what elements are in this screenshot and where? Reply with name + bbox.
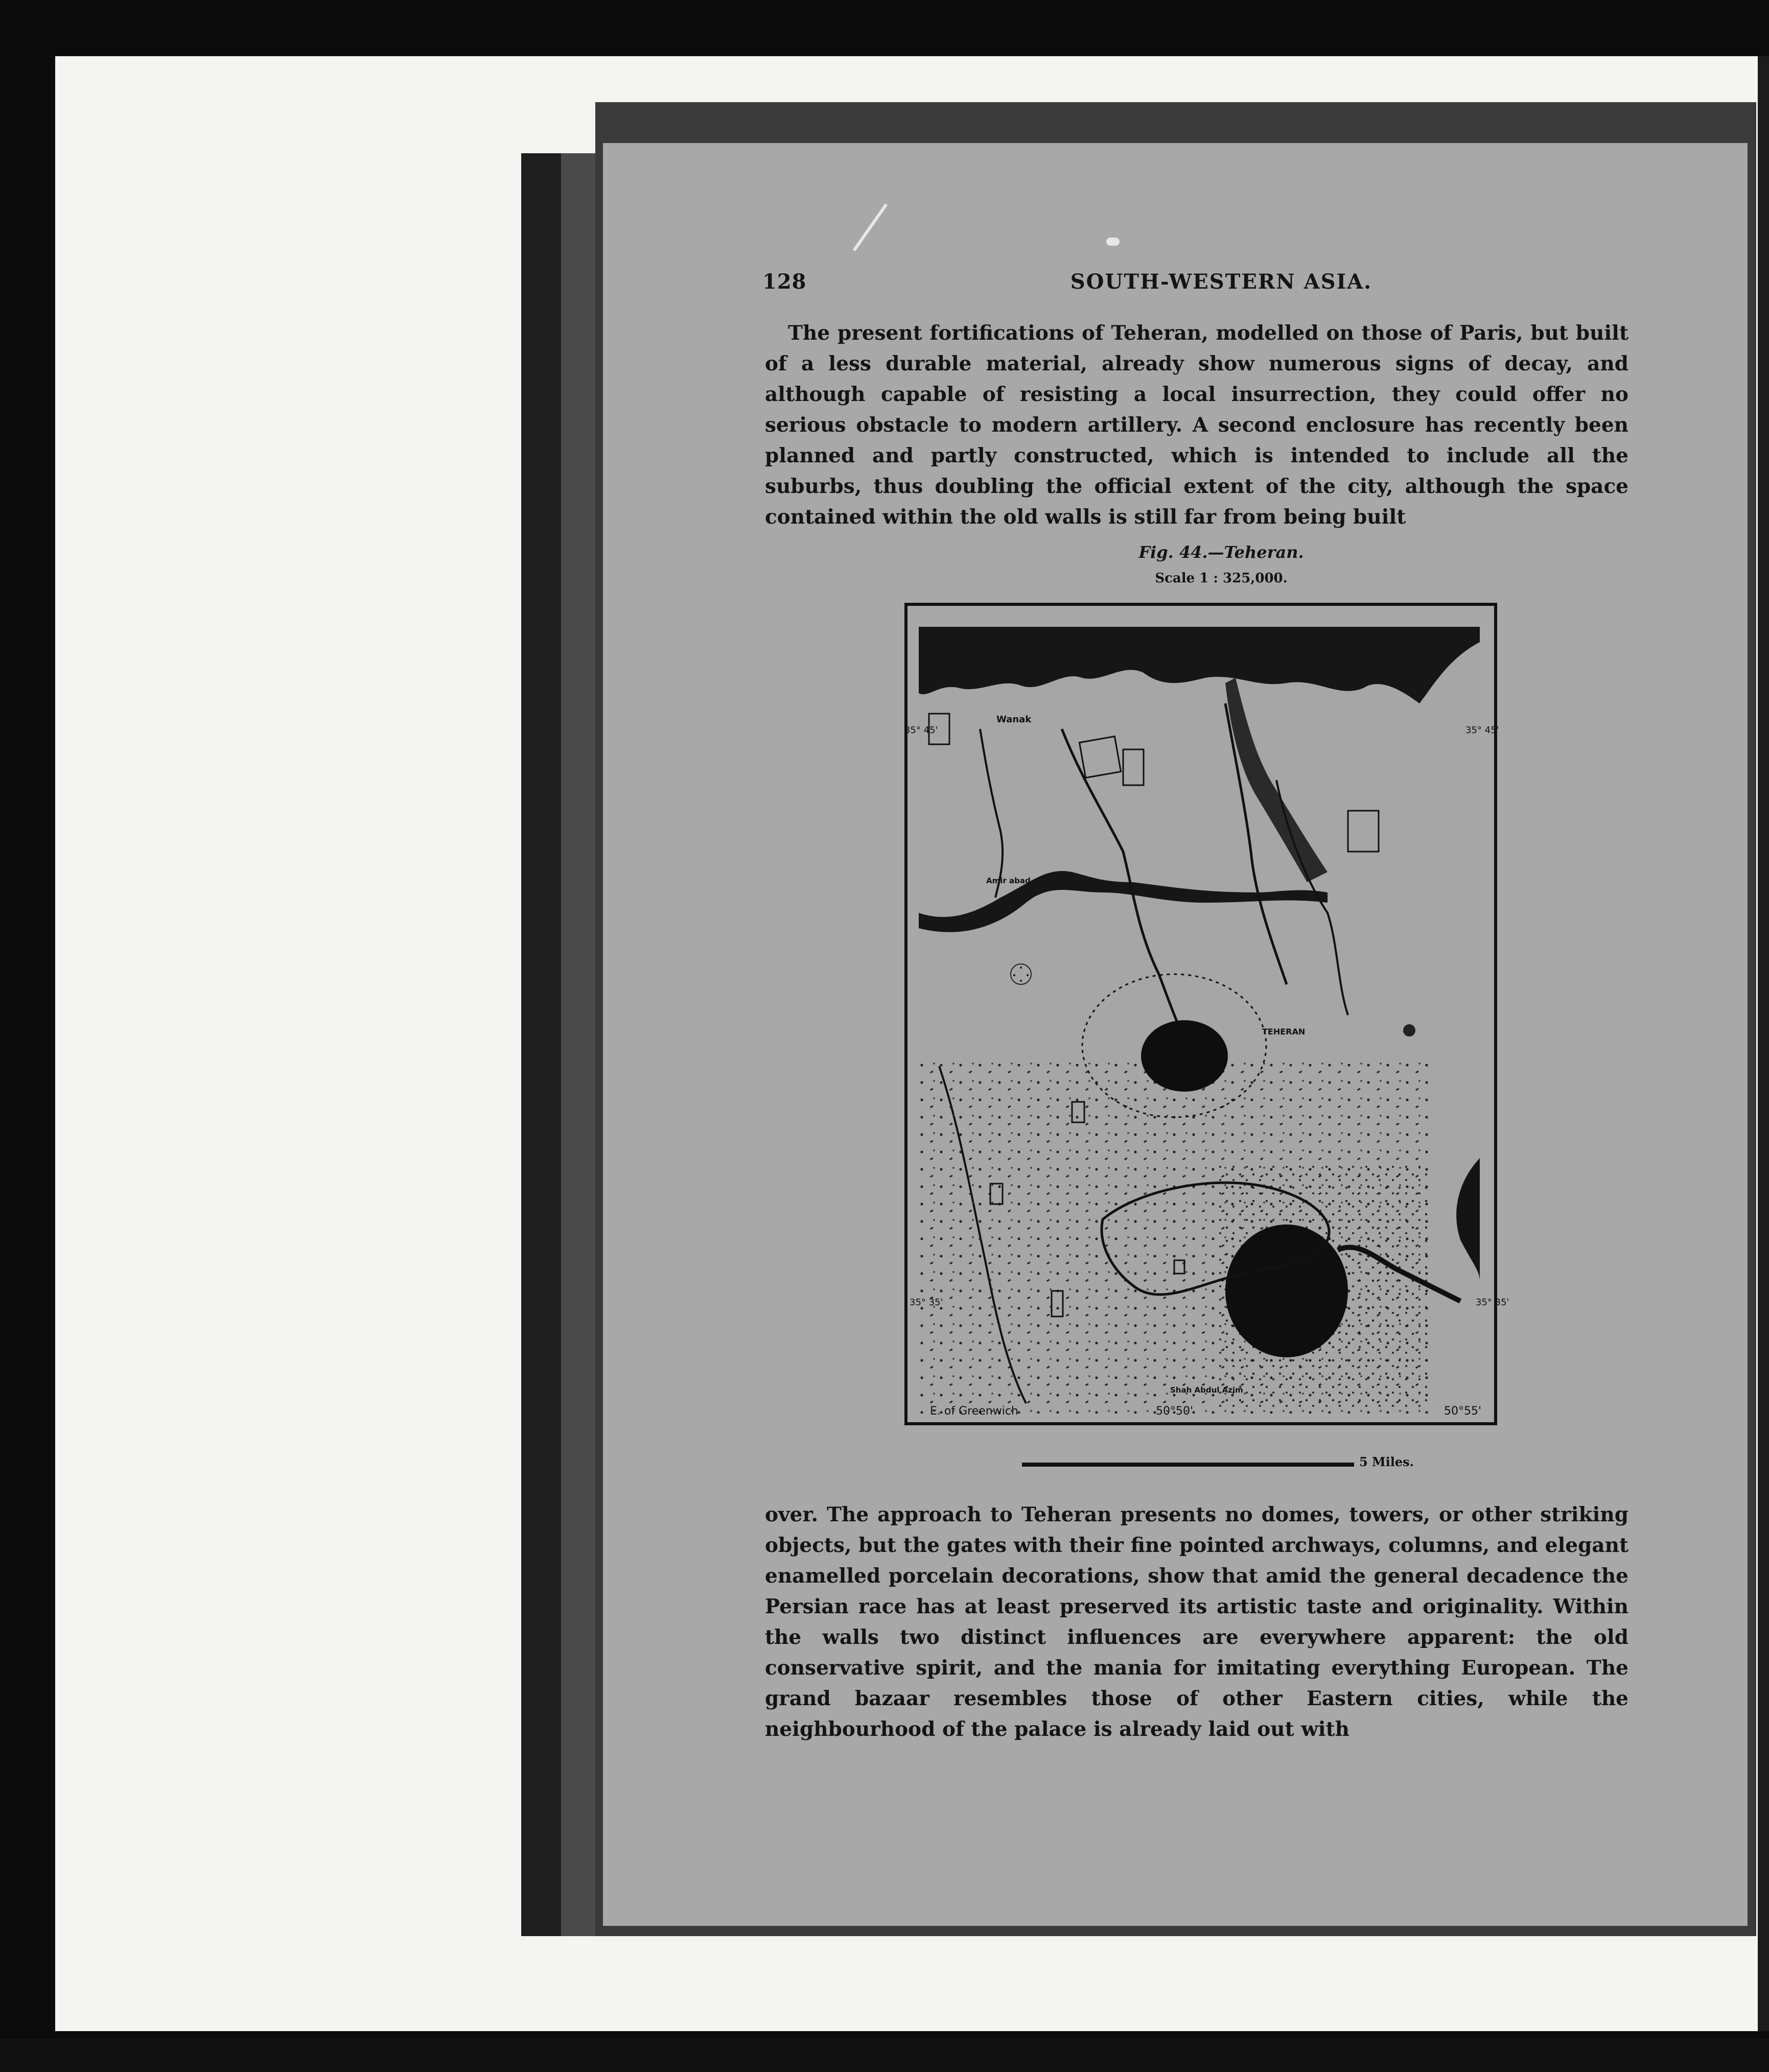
film-edge-right bbox=[1758, 56, 1769, 2031]
map-scale-label: 5 Miles. bbox=[1359, 1454, 1414, 1469]
film-edge-bottom bbox=[0, 2038, 1769, 2072]
figure-scale: Scale 1 : 325,000. bbox=[1155, 571, 1288, 586]
map-scale-bar bbox=[1022, 1463, 1354, 1467]
map-label-village: Amir abad bbox=[986, 876, 1031, 885]
running-head: SOUTH-WESTERN ASIA. bbox=[1070, 270, 1372, 294]
paragraph-bottom: over. The approach to Teheran presents no domes, towers, or other striking objects, but the gates with their fine pointed archways, columns, and elegant enamelled porcelain decorations, show that amid the general decadence the Persian race has at least preserved its artistic taste and originality. Within the walls two distinct influences are everywhere apparent: the old conservative spirit, and the mania for imitating everything European. The grand bazaar resembles those of other Eastern cities, while the neighbourhood of the palace is already laid out with bbox=[765, 1503, 1628, 1741]
map-label-village: Wanak bbox=[996, 714, 1032, 725]
map-latitude-label: 35° 45' bbox=[904, 725, 938, 736]
map-latitude-label: 35° 35' bbox=[1476, 1297, 1509, 1308]
map-longitude-label: 50°55' bbox=[1444, 1405, 1482, 1418]
map-latitude-label: 35° 35' bbox=[910, 1297, 943, 1308]
paragraph-top: The present fortifications of Teheran, modelled on those of Paris, but built of a less durable material, already show numerous signs of decay, and although capable of resisting a local insurrection, they could offer no serious obstacle to modern artillery. A second enclosure has recently been planned and partly constructed, which is intended to include all the suburbs, thus doubling the official extent of the city, although the space contained within the old walls is still far from being built bbox=[765, 321, 1628, 529]
map-label-city: TEHERAN bbox=[1262, 1027, 1306, 1037]
figure-caption: Fig. 44.—Teheran. bbox=[1138, 543, 1304, 562]
map-longitude-note: E. of Greenwich bbox=[930, 1405, 1018, 1418]
book-cover-edge bbox=[521, 153, 567, 1936]
film-speck bbox=[1106, 238, 1120, 246]
map-latitude-label: 35° 45' bbox=[1465, 725, 1499, 736]
teheran-map bbox=[919, 627, 1480, 1414]
map-longitude-label: 50°50' bbox=[1156, 1405, 1194, 1418]
page-number: 128 bbox=[762, 270, 807, 294]
map-label-village: Shah Abdul Azim bbox=[1170, 1385, 1243, 1395]
